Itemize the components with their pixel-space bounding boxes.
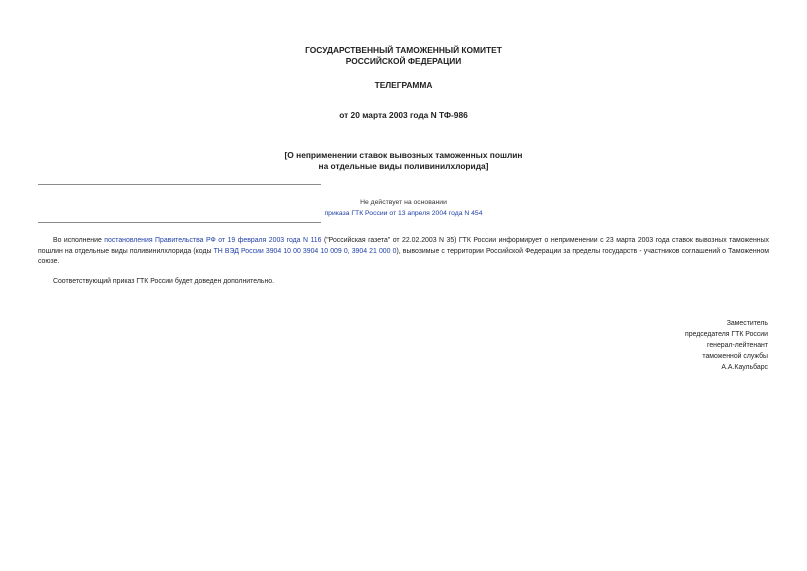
signature-block bbox=[685, 318, 768, 373]
divider-bottom bbox=[38, 222, 321, 223]
signature-line-4: таможенной службы bbox=[702, 353, 768, 360]
p1-text-1: Во исполнение bbox=[53, 237, 105, 244]
document-type: ТЕЛЕГРАММА bbox=[374, 80, 433, 90]
tn-ved-codes-link[interactable]: ТН ВЭД России 3904 10 00 3904 10 009 0, 3904 21 000 0 bbox=[213, 247, 397, 255]
document-date-number: от 20 марта 2003 года N ТФ-986 bbox=[339, 110, 468, 120]
issuing-authority bbox=[0, 45, 807, 67]
p1-text-2: ("Российская газета" от 22.02.2003 N 35) ГТК России информирует о неприменении с 23 марта 2003 года ставок вывозных таможенных пошлин на отдельные виды поливинилхлорида (коды bbox=[38, 237, 769, 255]
authority-line-1: ГОСУДАРСТВЕННЫЙ ТАМОЖЕННЫЙ КОМИТЕТ bbox=[305, 45, 502, 55]
signature-line-2: председателя ГТК России bbox=[684, 331, 768, 338]
p1-text-3: ), вывозимые с территории Российской Федерации за пределы государств - участников соглашений о Таможенном союзе. bbox=[38, 247, 769, 266]
divider-top bbox=[38, 184, 321, 185]
signature-line-1: Заместитель bbox=[726, 320, 768, 327]
document-subject bbox=[0, 150, 807, 172]
repeal-order-link[interactable]: приказа ГТК России от 13 апреля 2004 года N 454 bbox=[324, 210, 483, 217]
status-notice-link-row bbox=[0, 208, 807, 219]
subject-line-2: на отдельные виды поливинилхлорида] bbox=[318, 161, 489, 171]
authority-line-2: РОССИЙСКОЙ ФЕДЕРАЦИИ bbox=[345, 56, 462, 66]
subject-line-1: [О неприменении ставок вывозных таможенных пошлин bbox=[284, 150, 523, 160]
signature-line-3: генерал-лейтенант bbox=[706, 342, 768, 349]
signature-line-5: А.А.Каульбарс bbox=[721, 364, 768, 371]
body-paragraph-1 bbox=[38, 236, 769, 268]
status-notice-text: Не действует на основании bbox=[360, 199, 447, 206]
body-paragraph-2: Соответствующий приказ ГТК России будет доведен дополнительно. bbox=[53, 278, 274, 285]
government-resolution-link[interactable]: постановления Правительства РФ от 19 февраля 2003 года N 116 bbox=[104, 237, 322, 244]
